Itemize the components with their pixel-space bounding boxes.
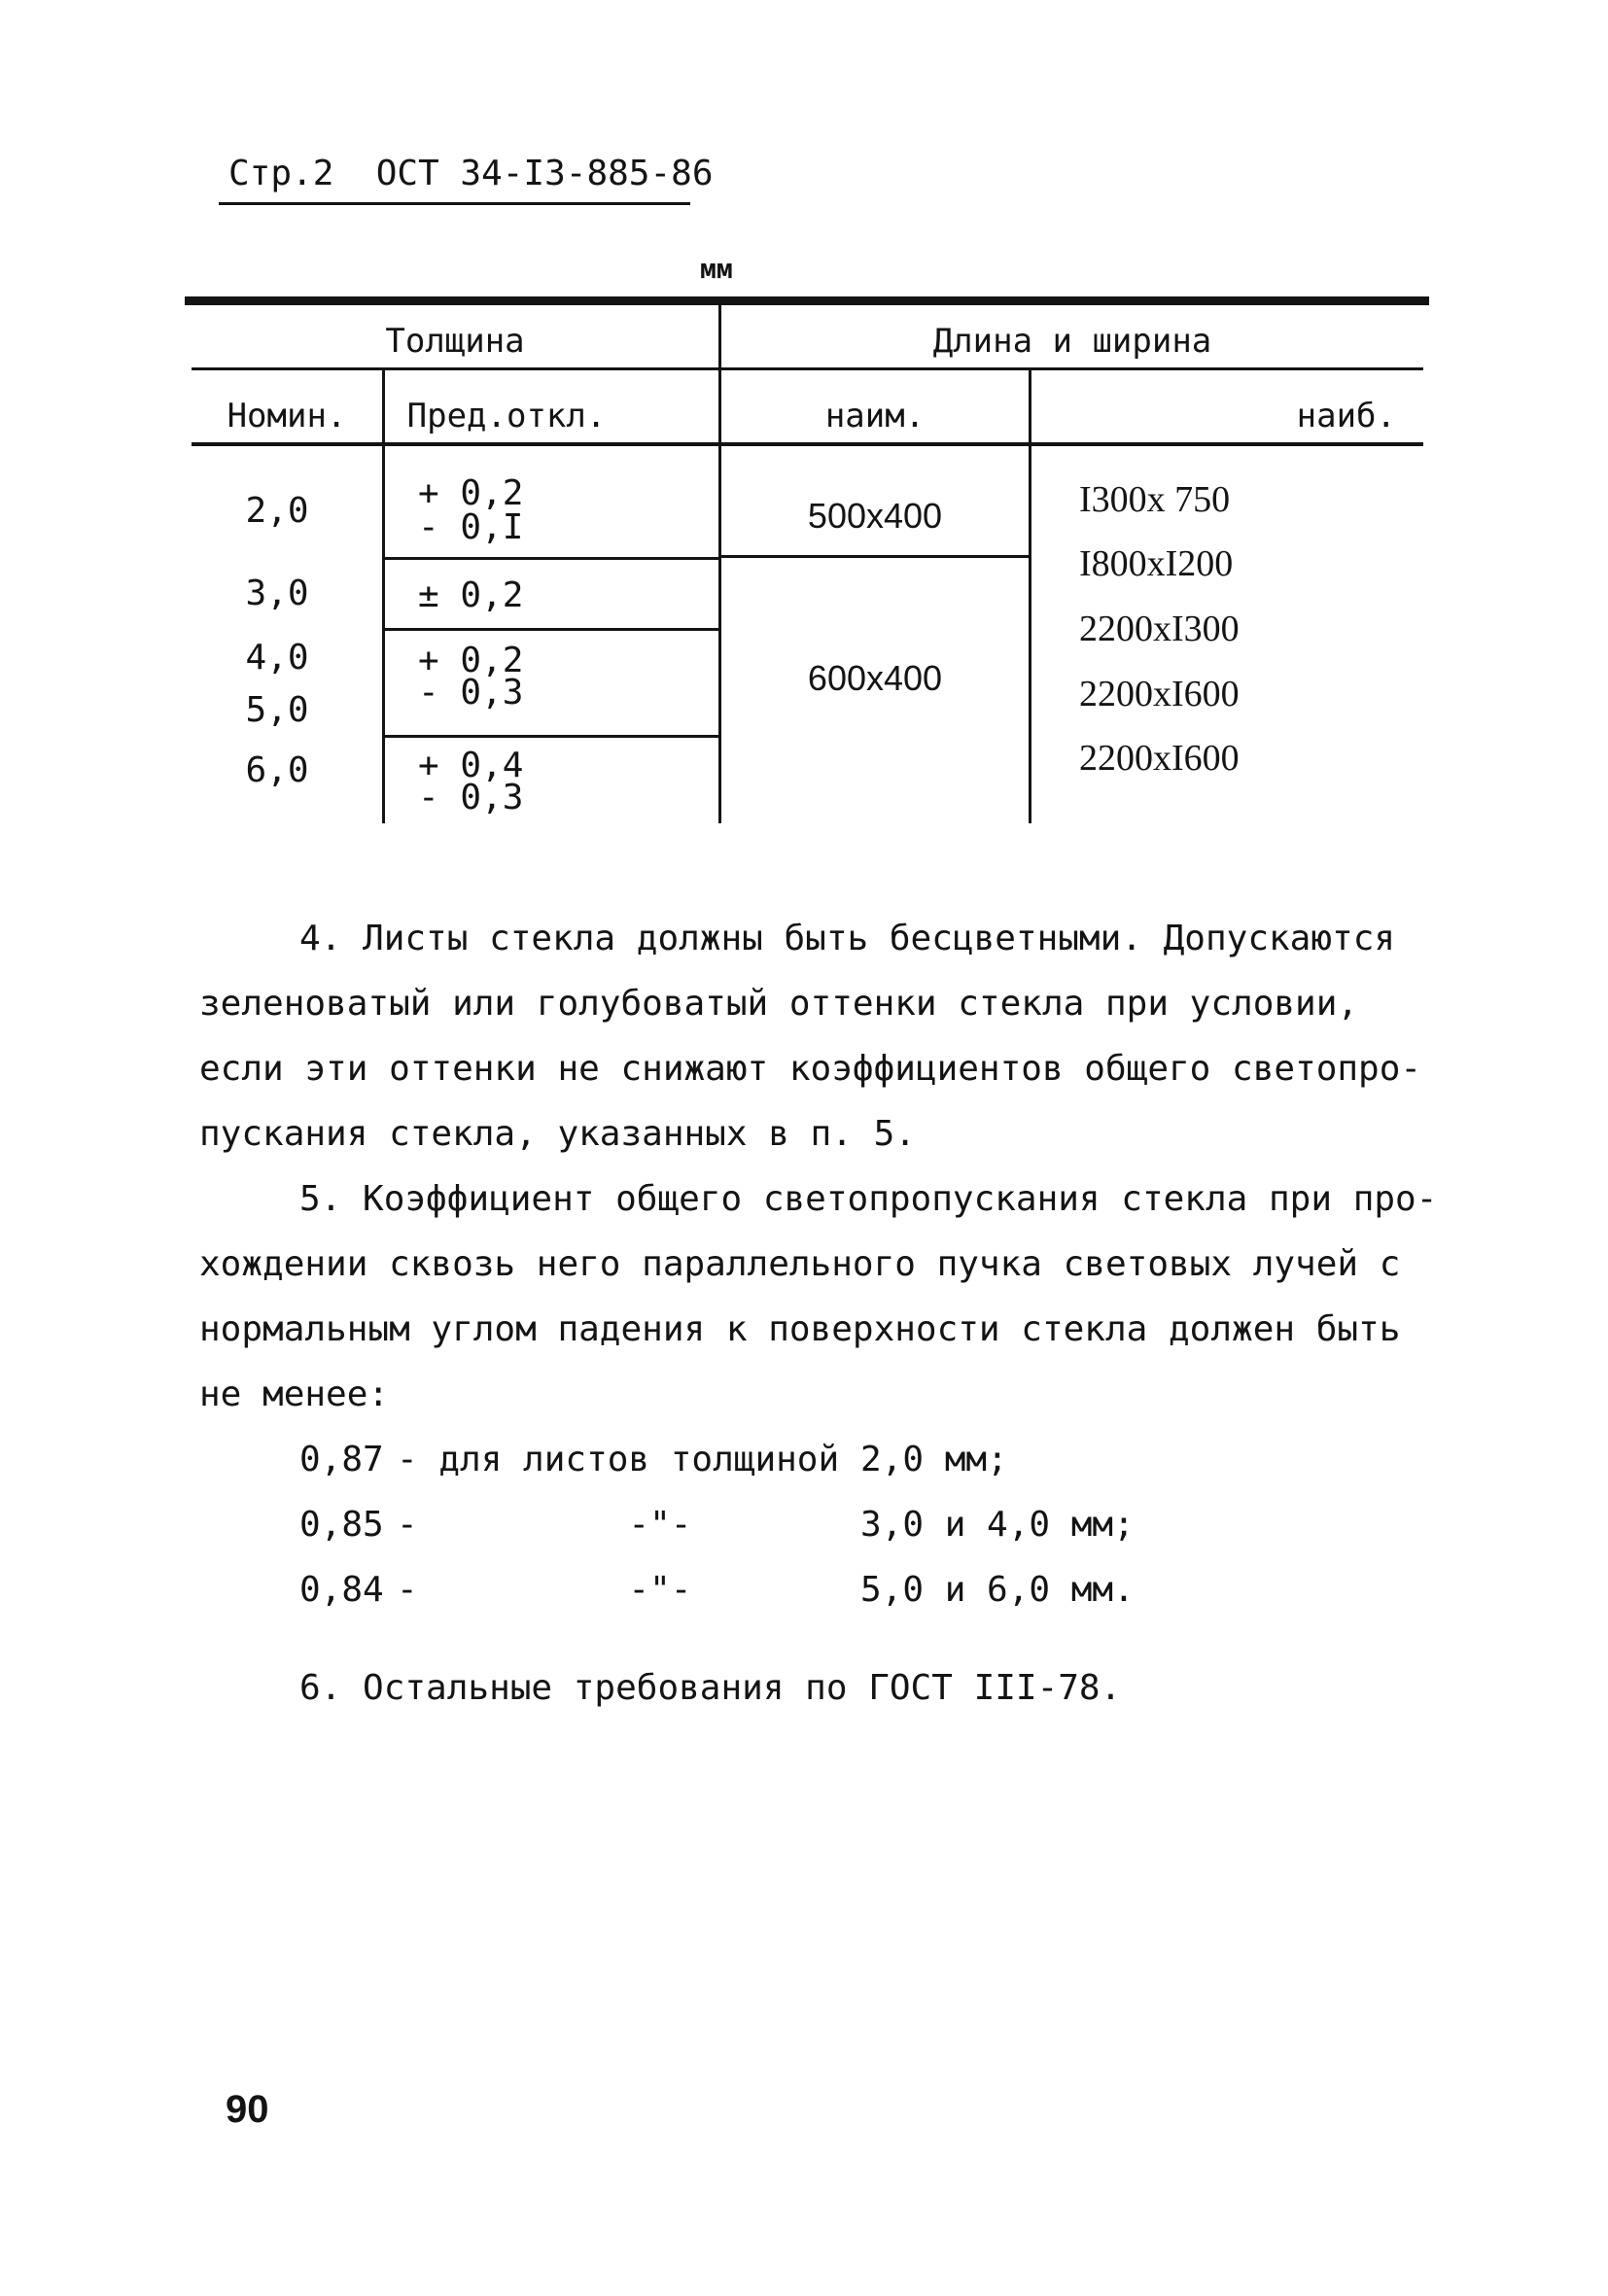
coef-desc: - -"- [397, 1570, 692, 1610]
paragraph-line: пускания стекла, указанных в п. 5. [199, 1114, 916, 1154]
max-size: 2200xI300 [1079, 609, 1240, 649]
deviation-lower: - 0,3 [418, 673, 524, 713]
min-size-rule [721, 555, 1029, 558]
header-min: наим. [824, 397, 926, 435]
header-thickness: Толщина [385, 322, 525, 361]
paragraph-line: зеленоватый или голубоватый оттенки стекла при условии, [199, 984, 1359, 1024]
coef-thickness: 5,0 и 6,0 мм. [860, 1570, 1135, 1610]
coef-desc: - -"- [397, 1505, 692, 1545]
table-header-rule [192, 367, 1423, 370]
nominal-value: 3,0 [245, 574, 309, 613]
table-divider-size [1029, 370, 1031, 823]
max-size: 2200xI600 [1079, 738, 1240, 779]
nominal-value: 4,0 [245, 638, 309, 678]
deviation-rule-1 [385, 557, 718, 560]
paragraph-line: 5. Коэффициент общего светопропускания стекла при про- [299, 1179, 1438, 1219]
table-subheader-rule [192, 442, 1423, 446]
header-max: наиб. [1296, 397, 1396, 435]
deviation-upper: + 0,4 [418, 746, 524, 785]
min-size: 600x400 [807, 658, 943, 698]
min-size: 500x400 [807, 496, 943, 536]
deviation-rule-3 [385, 735, 718, 738]
paragraph-line: хождении сквозь него параллельного пучка световых лучей с [199, 1244, 1401, 1284]
header-length-width: Длина и ширина [932, 322, 1212, 361]
table-divider-thickness [382, 370, 385, 823]
paragraph-line: если эти оттенки не снижают коэффициентов общего светопро- [199, 1049, 1422, 1089]
nominal-value: 2,0 [245, 491, 309, 531]
paragraph-line: нормальным углом падения к поверхности стекла должен быть [199, 1309, 1401, 1349]
coef-desc: - для листов толщиной [397, 1440, 840, 1479]
coef-value: 0,87 [299, 1440, 384, 1479]
coef-thickness: 3,0 и 4,0 мм; [860, 1505, 1135, 1545]
deviation-lower: - 0,I [418, 507, 524, 547]
nominal-value: 5,0 [245, 690, 309, 730]
deviation-upper: + 0,2 [418, 641, 524, 680]
deviation-lower: - 0,3 [418, 778, 524, 818]
table-divider-main [718, 305, 721, 823]
table-top-rule [185, 296, 1429, 305]
header-deviation: Пред.откл. [406, 397, 607, 435]
max-size: 2200xI600 [1079, 674, 1240, 714]
coef-value: 0,84 [299, 1570, 384, 1610]
paragraph-line: не менее: [199, 1374, 390, 1414]
paragraph-6: 6. Остальные требования по ГОСТ III-78. [299, 1668, 1122, 1708]
header-underline [219, 202, 690, 205]
coef-value: 0,85 [299, 1505, 384, 1545]
coef-thickness: 2,0 мм; [860, 1440, 1008, 1479]
page-number: 90 [226, 2088, 269, 2131]
deviation-upper: + 0,2 [418, 473, 524, 513]
document-header: Стр.2 ОСТ 34-I3-885-86 [228, 154, 714, 193]
max-size: I800xI200 [1079, 543, 1234, 584]
deviation-single: ± 0,2 [418, 575, 524, 615]
paragraph-line: 4. Листы стекла должны быть бесцветными. Допускаются [299, 919, 1396, 958]
nominal-value: 6,0 [245, 750, 309, 790]
deviation-rule-2 [385, 628, 718, 631]
max-size: I300x 750 [1079, 479, 1231, 520]
table-unit: мм [700, 253, 733, 285]
header-nominal: Номин. [227, 397, 347, 435]
